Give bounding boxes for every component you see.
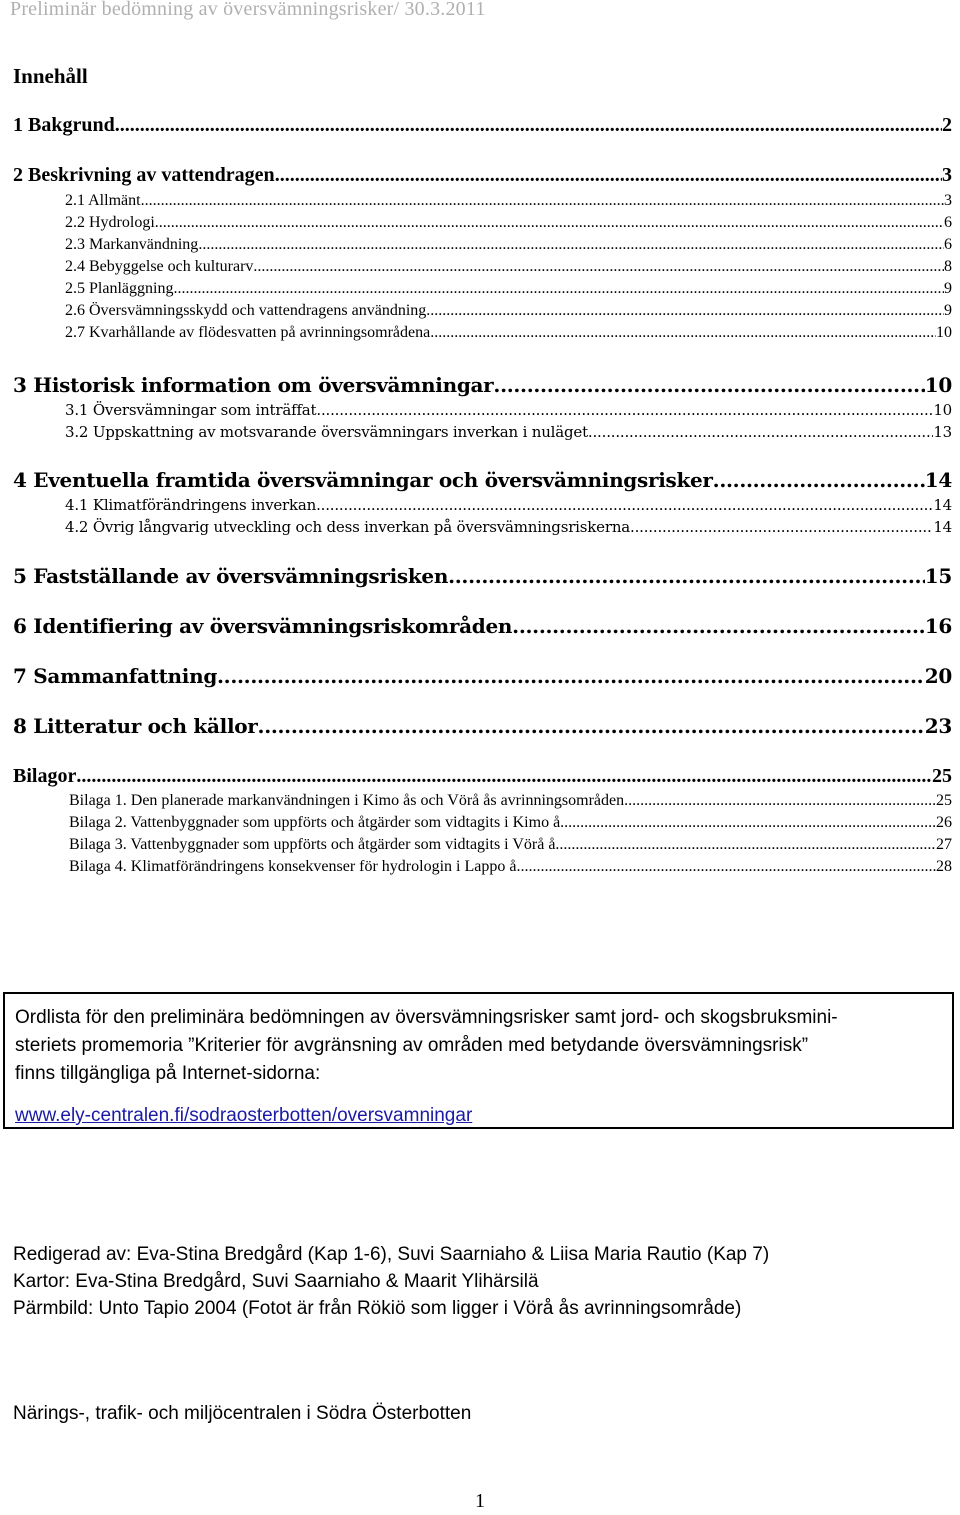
toc-entry-page: 10 (933, 401, 952, 419)
toc-entry[interactable] (13, 664, 952, 688)
toc-leader (141, 192, 944, 210)
toc-entry[interactable] (13, 302, 952, 320)
toc-leader (448, 564, 925, 588)
toc-leader (564, 814, 936, 832)
toc-leader (624, 792, 936, 810)
toc-entry-page: 10 (924, 373, 952, 397)
toc-leader (173, 280, 944, 298)
toc-entry[interactable] (13, 280, 952, 298)
toc-entry-title: 6 Identifiering av översvämningsriskområden (13, 614, 513, 638)
toc-entry-title: Bilagor (13, 765, 77, 787)
toc-entry-page: 10 (936, 324, 952, 341)
toc-leader (316, 401, 933, 419)
toc-entry[interactable] (13, 324, 952, 342)
toc-entry-page: 3 (942, 164, 952, 186)
toc-entry-page: 9 (944, 302, 952, 319)
toc-entry-page: 14 (933, 496, 952, 514)
toc-entry-page: 20 (924, 664, 952, 688)
toc-entry-page: 27 (936, 836, 952, 853)
toc-entry[interactable] (13, 518, 952, 536)
toc-entry-title: 1 Bakgrund (13, 114, 115, 136)
toc-entry-page: 14 (924, 468, 952, 492)
publisher: Närings-, trafik- och miljöcentralen i Södra Österbotten (13, 1403, 472, 1424)
toc-entry-page: 16 (924, 614, 952, 638)
toc-entry-page: 15 (924, 564, 952, 588)
toc-entry-page: 8 (944, 258, 952, 275)
toc-entry-page: 26 (936, 814, 952, 831)
toc-entry-title: 2.5 Planläggning (65, 280, 174, 297)
toc-leader (275, 164, 942, 187)
toc-entry-page: 6 (944, 214, 952, 231)
toc-entry[interactable] (13, 192, 952, 210)
toc-entry[interactable] (13, 564, 952, 588)
toc-entry-title: 2.2 Hydrologi (65, 214, 155, 231)
toc-entry-title: 4.1 Klimatförändringens inverkan (65, 496, 317, 514)
toc-entry[interactable] (13, 401, 952, 419)
toc-entry-title: 2.1 Allmänt (65, 192, 141, 209)
credits-edited-by: Redigerad av: Eva-Stina Bredgård (Kap 1-6), Suvi Saarniaho & Liisa Maria Rautio (Kap 7) (13, 1244, 770, 1265)
toc-entry-title: 2.3 Markanvändning (65, 236, 199, 253)
toc-entry[interactable] (13, 858, 952, 876)
toc-entry[interactable] (13, 164, 952, 187)
toc-entry[interactable] (13, 614, 952, 638)
toc-entry-page: 2 (942, 114, 952, 136)
website-link[interactable]: www.ely-centralen.fi/sodraosterbotten/oversvamningar (15, 1105, 473, 1126)
toc-leader (155, 214, 944, 232)
toc-entry-title: 4 Eventuella framtida översvämningar och översvämningsrisker (13, 468, 713, 492)
toc-entry-title: 5 Fastställande av översvämningsrisken (13, 564, 449, 588)
toc-leader (316, 496, 933, 514)
toc-entry-title: 3.2 Uppskattning av motsvarande översvämningars inverkan i nuläget (65, 423, 588, 441)
toc-entry[interactable] (13, 373, 952, 397)
toc-entry-page: 9 (944, 280, 952, 297)
toc-entry[interactable] (13, 468, 952, 492)
toc-entry[interactable] (13, 496, 952, 514)
page-number: 1 (475, 1490, 485, 1512)
toc-entry[interactable] (13, 214, 952, 232)
toc-entry-page: 6 (944, 236, 952, 253)
toc-entry-title: Bilaga 1. Den planerade markanvändningen i Kimo ås och Vörå ås avrinningsområden (69, 792, 625, 809)
toc-entry-title: 2 Beskrivning av vattendragen (13, 164, 275, 186)
toc-entry-title: 2.6 Översvämningsskydd och vattendragens användning (65, 302, 427, 319)
toc-leader (559, 836, 936, 854)
toc-leader (253, 258, 944, 276)
toc-leader (258, 714, 925, 738)
note-box (3, 992, 954, 1129)
toc-leader (76, 765, 932, 788)
toc-entry-title: 8 Litteratur och källor (13, 714, 258, 738)
credits-maps: Kartor: Eva-Stina Bredgård, Suvi Saarniaho & Maarit Ylihärsilä (13, 1271, 539, 1292)
toc-entry[interactable] (13, 765, 952, 788)
toc-leader (198, 236, 944, 254)
toc-leader (516, 858, 936, 876)
toc-entry-page: 13 (933, 423, 952, 441)
toc-entry[interactable] (13, 236, 952, 254)
toc-leader (115, 114, 942, 137)
toc-entry-page: 28 (936, 858, 952, 875)
toc-entry-title: 2.7 Kvarhållande av flödesvatten på avrinningsområdena (65, 324, 431, 341)
toc-entry-page: 14 (933, 518, 952, 536)
toc-leader (217, 664, 925, 688)
running-header: Preliminär bedömning av översvämningsrisker/ 30.3.2011 (10, 0, 486, 20)
toc-leader (713, 468, 925, 492)
toc-leader (588, 423, 933, 441)
toc-leader (493, 373, 924, 397)
toc-leader (512, 614, 925, 638)
toc-entry[interactable] (13, 836, 952, 854)
toc-heading: Innehåll (13, 64, 88, 88)
toc-entry-title: Bilaga 4. Klimatförändringens konsekvenser för hydrologin i Lappo å (69, 858, 517, 875)
toc-entry-title: 3.1 Översvämningar som inträffat (65, 401, 317, 419)
credits-cover-photo: Pärmbild: Unto Tapio 2004 (Fotot är från Rökiö som ligger i Vörå ås avrinningsområde) (13, 1298, 742, 1319)
credits (13, 1241, 769, 1322)
toc-entry-page: 3 (944, 192, 952, 209)
toc-entry[interactable] (13, 792, 952, 810)
toc-entry-title: 4.2 Övrig långvarig utveckling och dess inverkan på översvämningsriskerna (65, 518, 631, 536)
toc-entry-page: 23 (924, 714, 952, 738)
toc-entry-title: 7 Sammanfattning (13, 664, 218, 688)
toc-entry[interactable] (13, 258, 952, 276)
toc-entry-title: Bilaga 3. Vattenbyggnader som uppförts och åtgärder som vidtagits i Vörå å. (69, 836, 560, 853)
toc-entry[interactable] (13, 814, 952, 832)
toc-entry-page: 25 (936, 792, 952, 809)
toc-entry[interactable] (13, 714, 952, 738)
toc-entry[interactable] (13, 423, 952, 441)
toc-entry[interactable] (13, 114, 952, 137)
note-line: Ordlista för den preliminära bedömningen av översvämningsrisker samt jord- och skogsbruksmini- (15, 1007, 838, 1028)
toc-leader (426, 302, 944, 320)
toc-entry-page: 25 (932, 765, 952, 787)
note-line: steriets promemoria ”Kriterier för avgränsning av områden med betydande översvämningsrisk” (15, 1035, 809, 1056)
toc-leader (630, 518, 933, 536)
toc-entry-title: Bilaga 2. Vattenbyggnader som uppförts och åtgärder som vidtagits i Kimo å. (69, 814, 565, 831)
toc-leader (430, 324, 936, 342)
toc-entry-title: 3 Historisk information om översvämningar (13, 373, 494, 397)
toc-entry-title: 2.4 Bebyggelse och kulturarv (65, 258, 254, 275)
note-line: finns tillgängliga på Internet-sidorna: (15, 1063, 321, 1084)
